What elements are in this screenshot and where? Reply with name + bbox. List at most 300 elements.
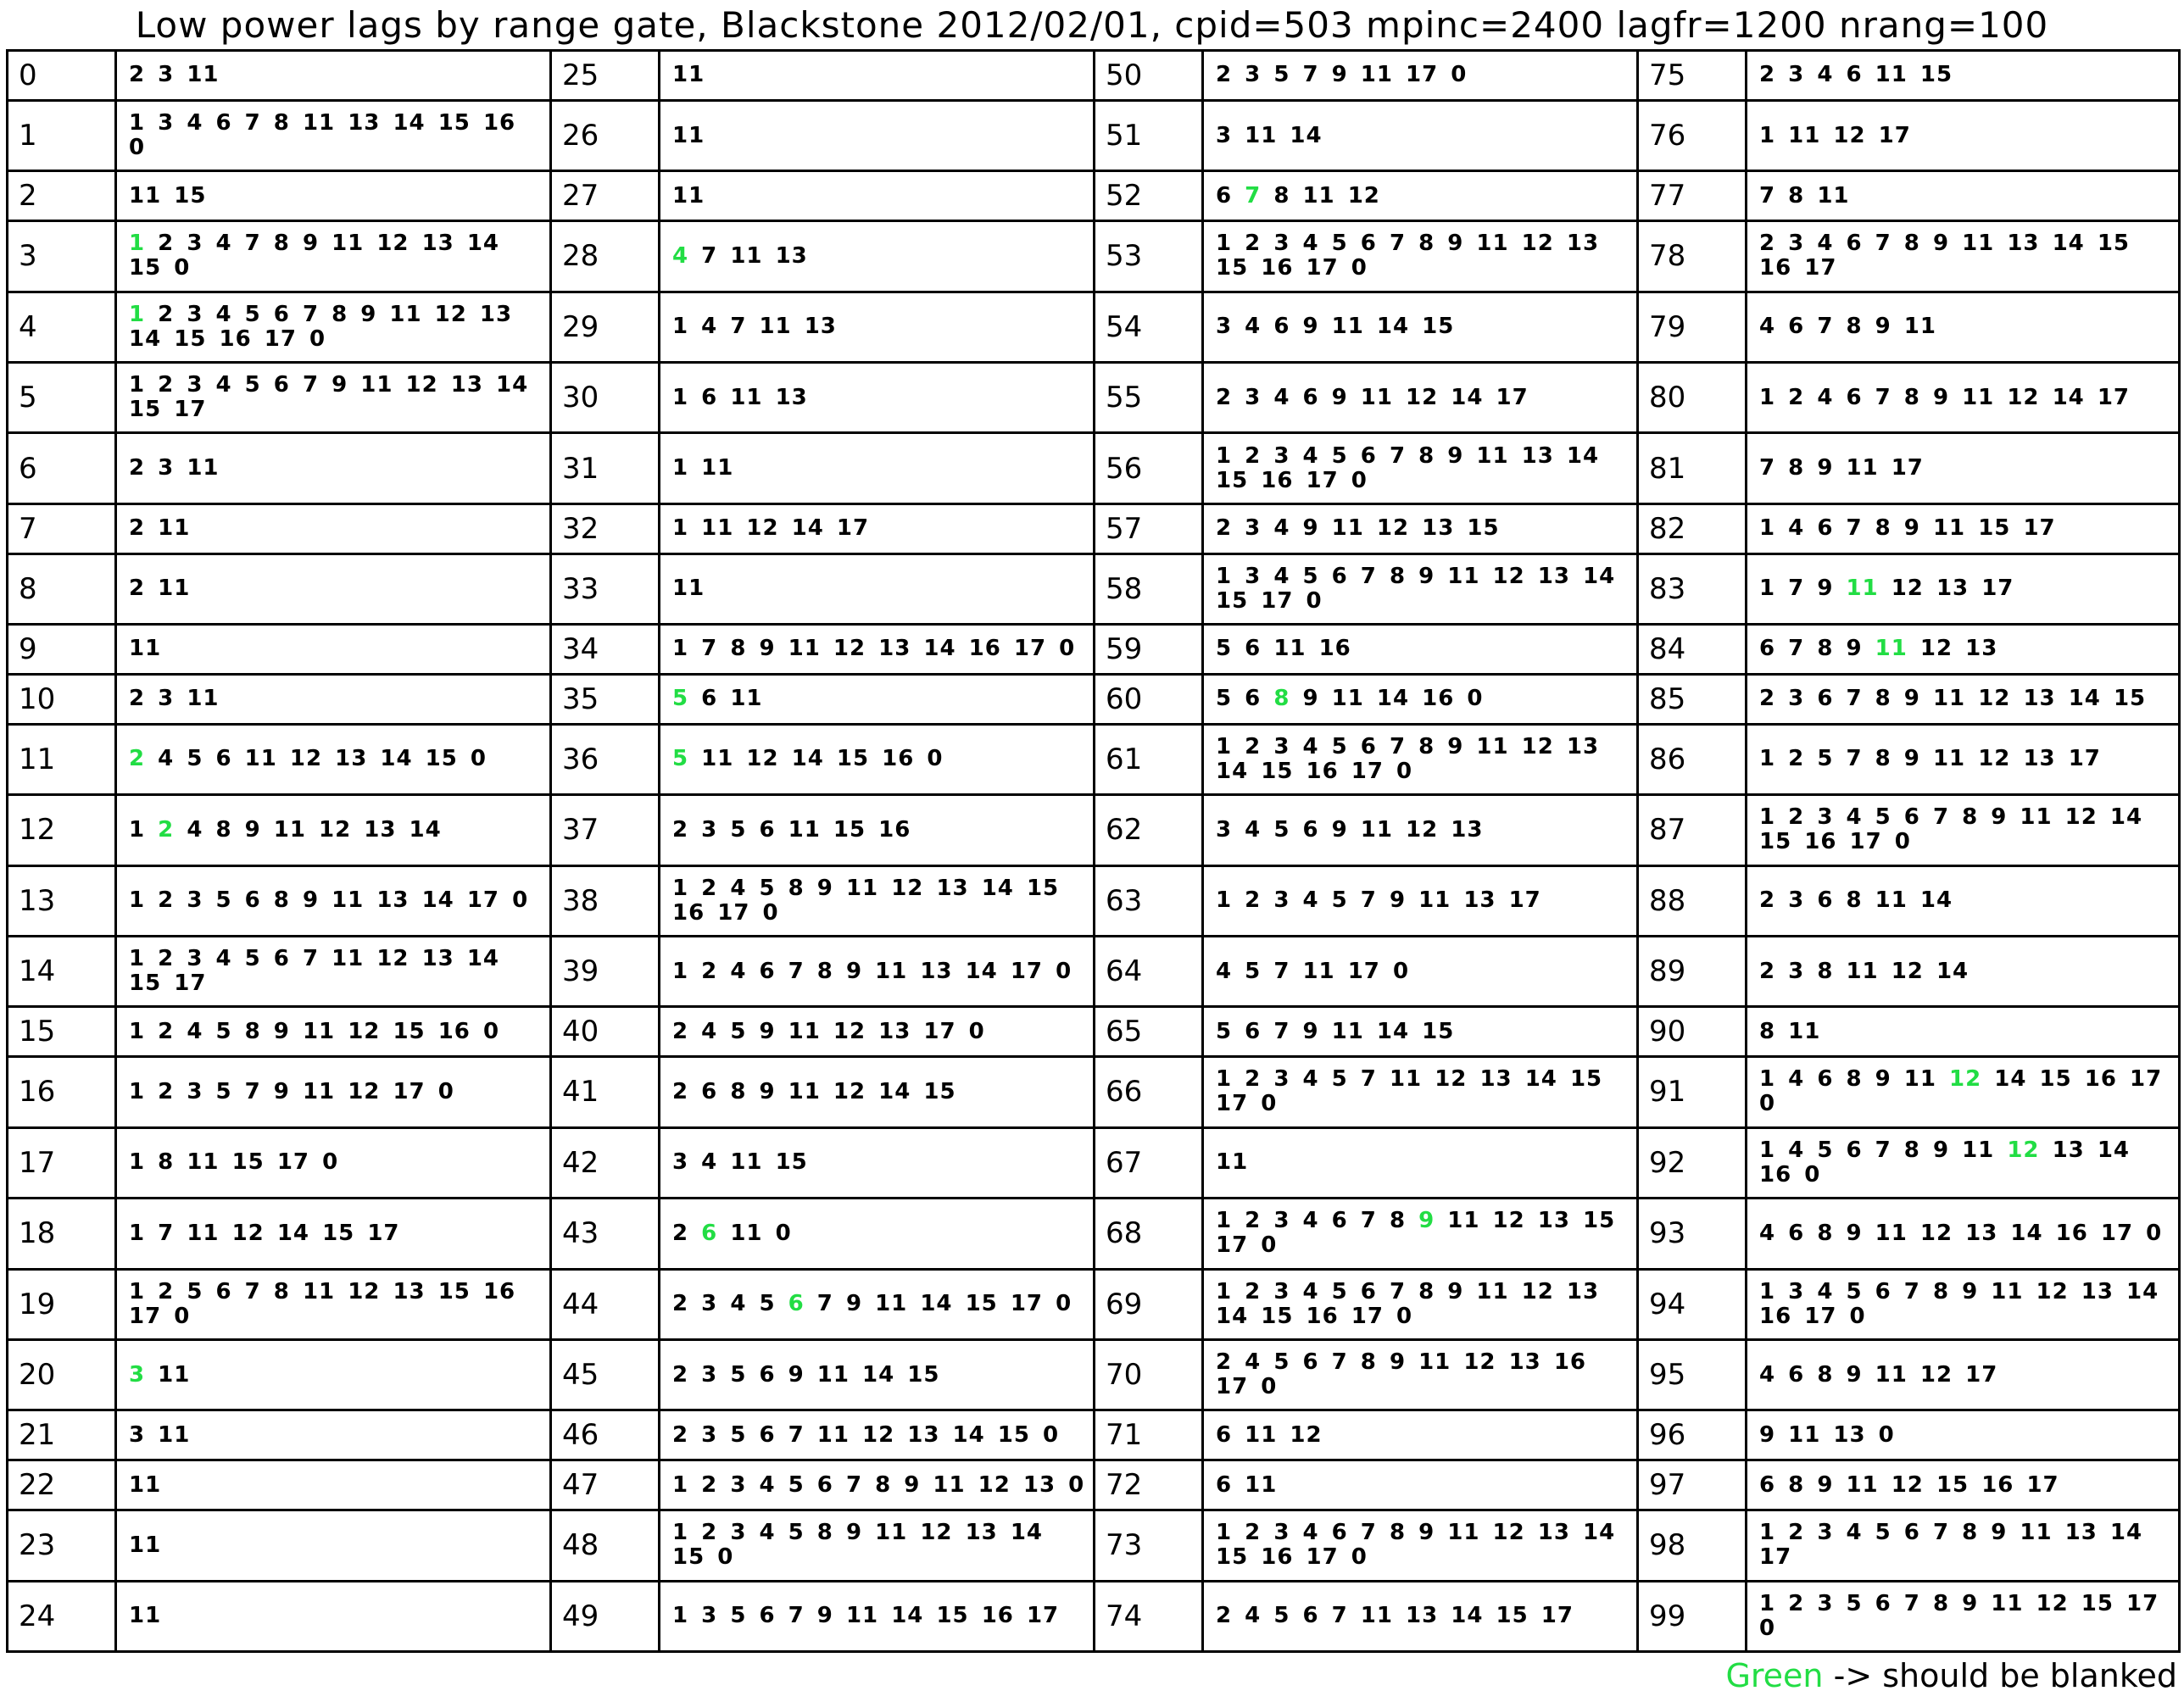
lag-value: 5 — [730, 1421, 747, 1448]
lag-value: 11 — [187, 62, 220, 88]
lag-value: 15 — [174, 325, 207, 352]
lags-cell — [660, 674, 1095, 724]
lag-value: 11 — [1216, 1149, 1249, 1176]
lag-value: 14 — [409, 816, 442, 843]
lag-value: 9 — [1331, 62, 1348, 88]
lag-value: 16 — [219, 325, 252, 352]
lag-value: 11 — [187, 686, 220, 712]
table-row — [8, 1007, 2180, 1057]
lag-value: 2 — [672, 1220, 689, 1246]
lag-value: 17 — [2126, 1590, 2159, 1616]
lag-value: 11 — [302, 110, 336, 136]
lag-value: 13 — [364, 816, 397, 843]
lag-value: 17 — [1306, 1544, 1339, 1571]
gate-number-cell: 53 — [1095, 221, 1203, 292]
lags-cell — [1203, 1127, 1638, 1198]
lag-value: 8 — [875, 1471, 892, 1498]
lag-value: 5 — [730, 1361, 747, 1388]
lag-value: 11 — [1788, 1421, 1821, 1448]
lag-value: 3 — [1788, 1278, 1805, 1304]
lag-value: 2 — [1216, 384, 1233, 410]
lag-value: 13 — [2007, 231, 2040, 257]
lag-value: 3 — [187, 1078, 203, 1104]
lag-value: 1 — [129, 1078, 146, 1104]
lag-value: 4 — [1302, 442, 1319, 469]
lags-cell — [1747, 674, 2180, 724]
lag-value: 17 — [1965, 1361, 1998, 1388]
lag-value: 11 — [1962, 384, 1995, 410]
lag-value: 4 — [1302, 887, 1319, 914]
lag-value: 3 — [158, 455, 175, 481]
lag-value: 16 — [878, 816, 911, 843]
lag-value: 1 — [129, 372, 146, 398]
lag-value: 15 — [1216, 255, 1249, 281]
lags-cell — [1203, 674, 1638, 724]
lag-value: 12 — [1978, 686, 2011, 712]
lag-value: 8 — [1903, 384, 1920, 410]
lag-value: 16 — [1759, 1161, 1792, 1188]
lag-value: 17 — [1849, 829, 1882, 855]
gate-number-cell: 93 — [1638, 1199, 1747, 1269]
lag-value: 9 — [1331, 816, 1348, 843]
lags-cell — [660, 1460, 1095, 1510]
lag-value: 17 — [2068, 746, 2101, 772]
gate-number-cell: 95 — [1638, 1340, 1747, 1410]
lag-value: 15 — [1759, 829, 1792, 855]
lags-cell — [116, 937, 551, 1007]
lag-value: 1 — [1759, 1137, 1776, 1163]
lag-value: 16 — [672, 899, 705, 926]
lag-value: 11 — [730, 1220, 763, 1246]
lags-cell — [1203, 171, 1638, 221]
lag-value: 1 — [1759, 122, 1776, 148]
lag-value: 0 — [1261, 1091, 1278, 1117]
lag-value: 6 — [273, 372, 290, 398]
gate-number-cell: 13 — [8, 865, 116, 936]
lag-value: 5 — [1302, 563, 1319, 589]
lag-value: 5 — [215, 1018, 232, 1044]
lag-value: 9 — [1817, 576, 1834, 602]
lags-cell — [1747, 1127, 2180, 1198]
lag-value: 17 — [1496, 384, 1529, 410]
lag-value: 4 — [1245, 1349, 1262, 1376]
lag-value: 12 — [1891, 576, 1924, 602]
gate-number-cell: 33 — [551, 553, 660, 624]
lag-value: 15 — [174, 182, 207, 209]
lag-value: 9 — [1903, 686, 1920, 712]
lag-value: 11 — [1875, 887, 1908, 914]
lag-value: 8 — [1360, 1349, 1377, 1376]
lag-value: 9 — [244, 816, 261, 843]
lag-value: 12 — [2036, 1590, 2069, 1616]
lag-value: 1 — [672, 384, 689, 410]
lag-value: 9 — [1932, 231, 1950, 257]
lag-value: 4 — [215, 946, 232, 972]
lag-value: 2 — [672, 1361, 689, 1388]
lag-value: 4 — [215, 301, 232, 327]
lag-value: 4 — [1273, 563, 1290, 589]
lag-value: 3 — [187, 301, 203, 327]
lag-value: 12 — [978, 1471, 1011, 1498]
lag-value: 17 — [1347, 958, 1380, 984]
lag-value: 0 — [470, 746, 487, 772]
lag-value: 11 — [1903, 1066, 1936, 1093]
lag-value: 7 — [1360, 1520, 1377, 1546]
lag-value: 1 — [129, 1278, 146, 1304]
lag-value-blank-flag: 9 — [1418, 1208, 1435, 1234]
lag-value: 13 — [878, 636, 911, 662]
lag-value: 1 — [672, 455, 689, 481]
lag-value: 17 — [1026, 1603, 1060, 1629]
lag-value: 6 — [1302, 1603, 1319, 1629]
lags-cell — [660, 1581, 1095, 1652]
lag-value: 11 — [788, 816, 821, 843]
lag-value: 4 — [1846, 1520, 1863, 1546]
lag-value: 7 — [1875, 384, 1892, 410]
gate-number-cell: 94 — [1638, 1269, 1747, 1339]
lag-value: 5 — [1273, 62, 1290, 88]
lags-cell — [116, 221, 551, 292]
lags-cell — [660, 1199, 1095, 1269]
lag-value: 11 — [875, 1291, 908, 1317]
lag-value: 6 — [1331, 563, 1348, 589]
lag-value: 0 — [1059, 636, 1076, 662]
table-row — [8, 795, 2180, 865]
lag-value: 1 — [672, 1603, 689, 1629]
lag-value: 14 — [1994, 1066, 2027, 1093]
lags-cell — [1747, 1510, 2180, 1581]
gate-number-cell: 11 — [8, 724, 116, 794]
lag-value: 13 — [1463, 887, 1496, 914]
lag-value: 6 — [1846, 62, 1863, 88]
gate-number-cell: 99 — [1638, 1581, 1747, 1652]
lag-value: 9 — [759, 1018, 776, 1044]
lag-value: 0 — [1451, 62, 1468, 88]
lags-cell — [660, 51, 1095, 101]
lag-value: 13 — [1521, 442, 1554, 469]
gate-number-cell: 84 — [1638, 625, 1747, 675]
lag-value: 13 — [920, 958, 953, 984]
lag-value: 8 — [273, 1278, 290, 1304]
lags-cell — [1747, 1269, 2180, 1339]
lag-value: 3 — [1788, 62, 1805, 88]
lag-value: 12 — [376, 231, 410, 257]
lag-value: 13 — [2064, 1520, 2098, 1546]
lag-value: 15 — [1261, 758, 1294, 784]
lag-value: 2 — [1216, 1603, 1233, 1629]
lags-cell — [116, 1460, 551, 1510]
gate-number-cell: 30 — [551, 362, 660, 432]
lag-value: 12 — [2064, 804, 2098, 831]
lag-value: 3 — [1788, 887, 1805, 914]
lag-value: 5 — [244, 372, 261, 398]
lag-value: 11 — [332, 887, 365, 914]
lag-value: 15 — [2081, 1590, 2114, 1616]
lag-value: 9 — [845, 1520, 863, 1546]
lag-value: 4 — [1302, 1208, 1319, 1234]
lags-cell — [1747, 221, 2180, 292]
lag-value: 4 — [701, 1149, 718, 1176]
lag-value: 13 — [450, 372, 483, 398]
lag-value: 14 — [466, 946, 500, 972]
gate-number-cell: 51 — [1095, 100, 1203, 170]
lag-value: 0 — [1849, 1303, 1866, 1329]
lag-value: 0 — [1056, 1291, 1072, 1317]
lag-value: 6 — [215, 1278, 232, 1304]
lag-value: 9 — [1932, 1137, 1950, 1163]
lag-value: 14 — [1216, 758, 1249, 784]
gate-number-cell: 38 — [551, 865, 660, 936]
gate-number-cell: 58 — [1095, 553, 1203, 624]
lag-value: 9 — [759, 1078, 776, 1104]
lag-value: 15 — [907, 1361, 940, 1388]
gate-number-cell: 83 — [1638, 553, 1747, 624]
lag-value: 6 — [1846, 1137, 1863, 1163]
lag-value: 6 — [1360, 442, 1377, 469]
lag-value-blank-flag: 7 — [1245, 182, 1262, 209]
gate-number-cell: 89 — [1638, 937, 1747, 1007]
lag-value: 7 — [244, 231, 261, 257]
gate-number-cell: 87 — [1638, 795, 1747, 865]
lag-value: 1 — [672, 314, 689, 340]
lag-value: 14 — [1376, 314, 1410, 340]
lag-value: 9 — [816, 875, 833, 901]
lag-value: 3 — [1273, 1278, 1290, 1304]
lag-value: 12 — [1978, 746, 2011, 772]
lag-value: 3 — [187, 372, 203, 398]
lag-value: 15 — [425, 746, 458, 772]
lag-value: 3 — [129, 1421, 146, 1448]
lag-value: 13 — [1479, 1066, 1513, 1093]
lag-value: 11 — [1903, 314, 1936, 340]
lag-value: 12 — [862, 1421, 895, 1448]
lags-cell — [116, 1581, 551, 1652]
lag-value: 3 — [701, 816, 718, 843]
lag-value: 8 — [816, 958, 833, 984]
lag-value: 1 — [672, 1471, 689, 1498]
lag-value: 0 — [1894, 829, 1911, 855]
lag-value: 5 — [730, 1603, 747, 1629]
table-row — [8, 1199, 2180, 1269]
lag-value: 12 — [746, 746, 779, 772]
lag-value: 6 — [1360, 231, 1377, 257]
gate-number-cell: 69 — [1095, 1269, 1203, 1339]
lag-value: 15 — [833, 816, 866, 843]
gate-number-cell: 77 — [1638, 171, 1747, 221]
gate-number-cell: 39 — [551, 937, 660, 1007]
lag-value: 4 — [1759, 314, 1776, 340]
lags-cell — [116, 625, 551, 675]
lag-value: 16 — [1553, 1349, 1587, 1376]
lag-value: 15 — [322, 1220, 355, 1246]
lag-value: 0 — [1396, 1303, 1413, 1329]
lag-value: 11 — [1331, 1018, 1364, 1044]
lag-value: 12 — [1891, 1471, 1924, 1498]
lag-value: 2 — [158, 301, 175, 327]
lag-value: 7 — [1273, 958, 1290, 984]
lag-value: 16 — [1759, 255, 1792, 281]
lag-value: 11 — [1331, 515, 1364, 542]
lag-value: 2 — [158, 372, 175, 398]
lag-value: 12 — [1463, 1349, 1496, 1376]
gate-number-cell: 6 — [8, 433, 116, 503]
lags-cell — [660, 1269, 1095, 1339]
gate-number-cell: 65 — [1095, 1007, 1203, 1057]
lag-value: 8 — [273, 887, 290, 914]
lags-cell — [1747, 292, 2180, 362]
lag-value: 3 — [1273, 231, 1290, 257]
lag-value: 3 — [701, 1361, 718, 1388]
lags-cell — [1747, 51, 2180, 101]
lag-value: 16 — [482, 1278, 516, 1304]
lag-value: 7 — [1875, 231, 1892, 257]
lag-value-blank-flag: 2 — [129, 746, 146, 772]
lags-cell — [1747, 1199, 2180, 1269]
lag-value: 9 — [1447, 1278, 1464, 1304]
lag-value: 0 — [1261, 1374, 1278, 1400]
lags-cell — [660, 553, 1095, 624]
lag-value: 1 — [1216, 887, 1233, 914]
lag-value: 12 — [1347, 182, 1380, 209]
lag-value: 11 — [158, 576, 191, 602]
lag-value: 14 — [1376, 1018, 1410, 1044]
lag-value: 11 — [1418, 1349, 1451, 1376]
gate-number-cell: 82 — [1638, 503, 1747, 553]
lag-value: 1 — [672, 515, 689, 542]
gate-number-cell: 76 — [1638, 100, 1747, 170]
gate-number-cell: 22 — [8, 1460, 116, 1510]
lag-value: 5 — [187, 1278, 203, 1304]
lag-value: 11 — [1875, 1361, 1908, 1388]
lag-value: 11 — [129, 1532, 162, 1558]
lag-value: 8 — [215, 816, 232, 843]
lag-value: 5 — [1245, 958, 1262, 984]
lag-value: 7 — [788, 1421, 805, 1448]
lag-value: 14 — [1583, 1520, 1616, 1546]
table-row — [8, 1581, 2180, 1652]
lags-cell — [1203, 625, 1638, 675]
lags-cell — [660, 1510, 1095, 1581]
lag-value: 6 — [1875, 1590, 1892, 1616]
lag-value: 17 — [1216, 1091, 1249, 1117]
lag-value: 13 — [1537, 563, 1570, 589]
lag-value: 2 — [1216, 515, 1233, 542]
gate-number-cell: 4 — [8, 292, 116, 362]
lag-value: 12 — [833, 1078, 866, 1104]
lag-value: 9 — [1331, 384, 1348, 410]
lag-value: 4 — [215, 372, 232, 398]
lag-value: 3 — [158, 62, 175, 88]
lag-value: 12 — [405, 372, 438, 398]
lag-value: 9 — [1962, 1278, 1979, 1304]
lags-cell — [660, 1057, 1095, 1127]
lag-value: 6 — [1245, 686, 1262, 712]
lags-cell — [1747, 362, 2180, 432]
lags-cell — [1747, 937, 2180, 1007]
lag-value: 4 — [1759, 1361, 1776, 1388]
lag-value: 11 — [730, 1149, 763, 1176]
lag-value: 14 — [878, 1078, 911, 1104]
lag-value: 9 — [1817, 1471, 1834, 1498]
lag-value: 2 — [158, 1078, 175, 1104]
lag-value: 9 — [1875, 314, 1892, 340]
lag-value: 3 — [701, 1291, 718, 1317]
lag-value: 11 — [1875, 1220, 1908, 1246]
lag-value: 7 — [1788, 576, 1805, 602]
lag-value: 7 — [302, 372, 320, 398]
gate-number-cell: 48 — [551, 1510, 660, 1581]
lag-value: 0 — [1467, 686, 1484, 712]
lag-value: 14 — [276, 1220, 309, 1246]
lag-value: 8 — [788, 875, 805, 901]
table-row — [8, 100, 2180, 170]
lag-value: 14 — [1919, 887, 1953, 914]
lag-value: 11 — [1331, 686, 1364, 712]
lag-value: 11 — [1788, 122, 1821, 148]
lag-value: 3 — [1216, 122, 1233, 148]
lag-value: 2 — [1788, 746, 1805, 772]
lag-value: 3 — [1273, 1520, 1290, 1546]
lag-value: 0 — [1043, 1421, 1060, 1448]
lags-cell — [1203, 1199, 1638, 1269]
lag-value: 12 — [376, 946, 410, 972]
lag-value: 12 — [1290, 1421, 1323, 1448]
lag-value: 11 — [302, 1278, 336, 1304]
lag-value: 8 — [1903, 231, 1920, 257]
lags-cell — [1203, 362, 1638, 432]
gate-number-cell: 8 — [8, 553, 116, 624]
gate-number-cell: 92 — [1638, 1127, 1747, 1198]
lag-value: 1 — [129, 1018, 146, 1044]
lag-value: 16 — [1261, 467, 1294, 493]
lag-value: 13 — [421, 946, 454, 972]
lags-cell — [116, 100, 551, 170]
gate-number-cell: 17 — [8, 1127, 116, 1198]
gate-number-cell: 81 — [1638, 433, 1747, 503]
lag-value: 11 — [1788, 1018, 1821, 1044]
lag-value: 9 — [1302, 314, 1319, 340]
lag-value: 2 — [1245, 442, 1262, 469]
lag-value: 11 — [730, 384, 763, 410]
lag-value: 13 — [2081, 1278, 2114, 1304]
lag-value: 2 — [1759, 231, 1776, 257]
lag-value: 17 — [1406, 62, 1439, 88]
lag-value: 3 — [187, 231, 203, 257]
lag-value: 7 — [845, 1471, 863, 1498]
lag-value: 7 — [788, 1603, 805, 1629]
lag-value: 8 — [1846, 1066, 1863, 1093]
gate-number-cell: 23 — [8, 1510, 116, 1581]
table-row — [8, 865, 2180, 936]
lag-value: 6 — [1759, 1471, 1776, 1498]
lag-value: 17 — [174, 971, 207, 997]
lag-value: 6 — [701, 686, 718, 712]
lags-cell — [1203, 51, 1638, 101]
lag-value: 11 — [1447, 1208, 1480, 1234]
lag-value: 16 — [2055, 1220, 2088, 1246]
gate-number-cell: 29 — [551, 292, 660, 362]
lag-value: 3 — [701, 1603, 718, 1629]
lag-value: 9 — [1903, 515, 1920, 542]
gate-number-cell: 36 — [551, 724, 660, 794]
lag-value: 16 — [1981, 1471, 2014, 1498]
lag-value: 15 — [437, 110, 471, 136]
lag-value: 8 — [1273, 182, 1290, 209]
lag-value: 16 — [1306, 1303, 1339, 1329]
lag-value: 7 — [1903, 1278, 1920, 1304]
lag-value: 12 — [1521, 733, 1554, 759]
lag-value: 8 — [1903, 1137, 1920, 1163]
